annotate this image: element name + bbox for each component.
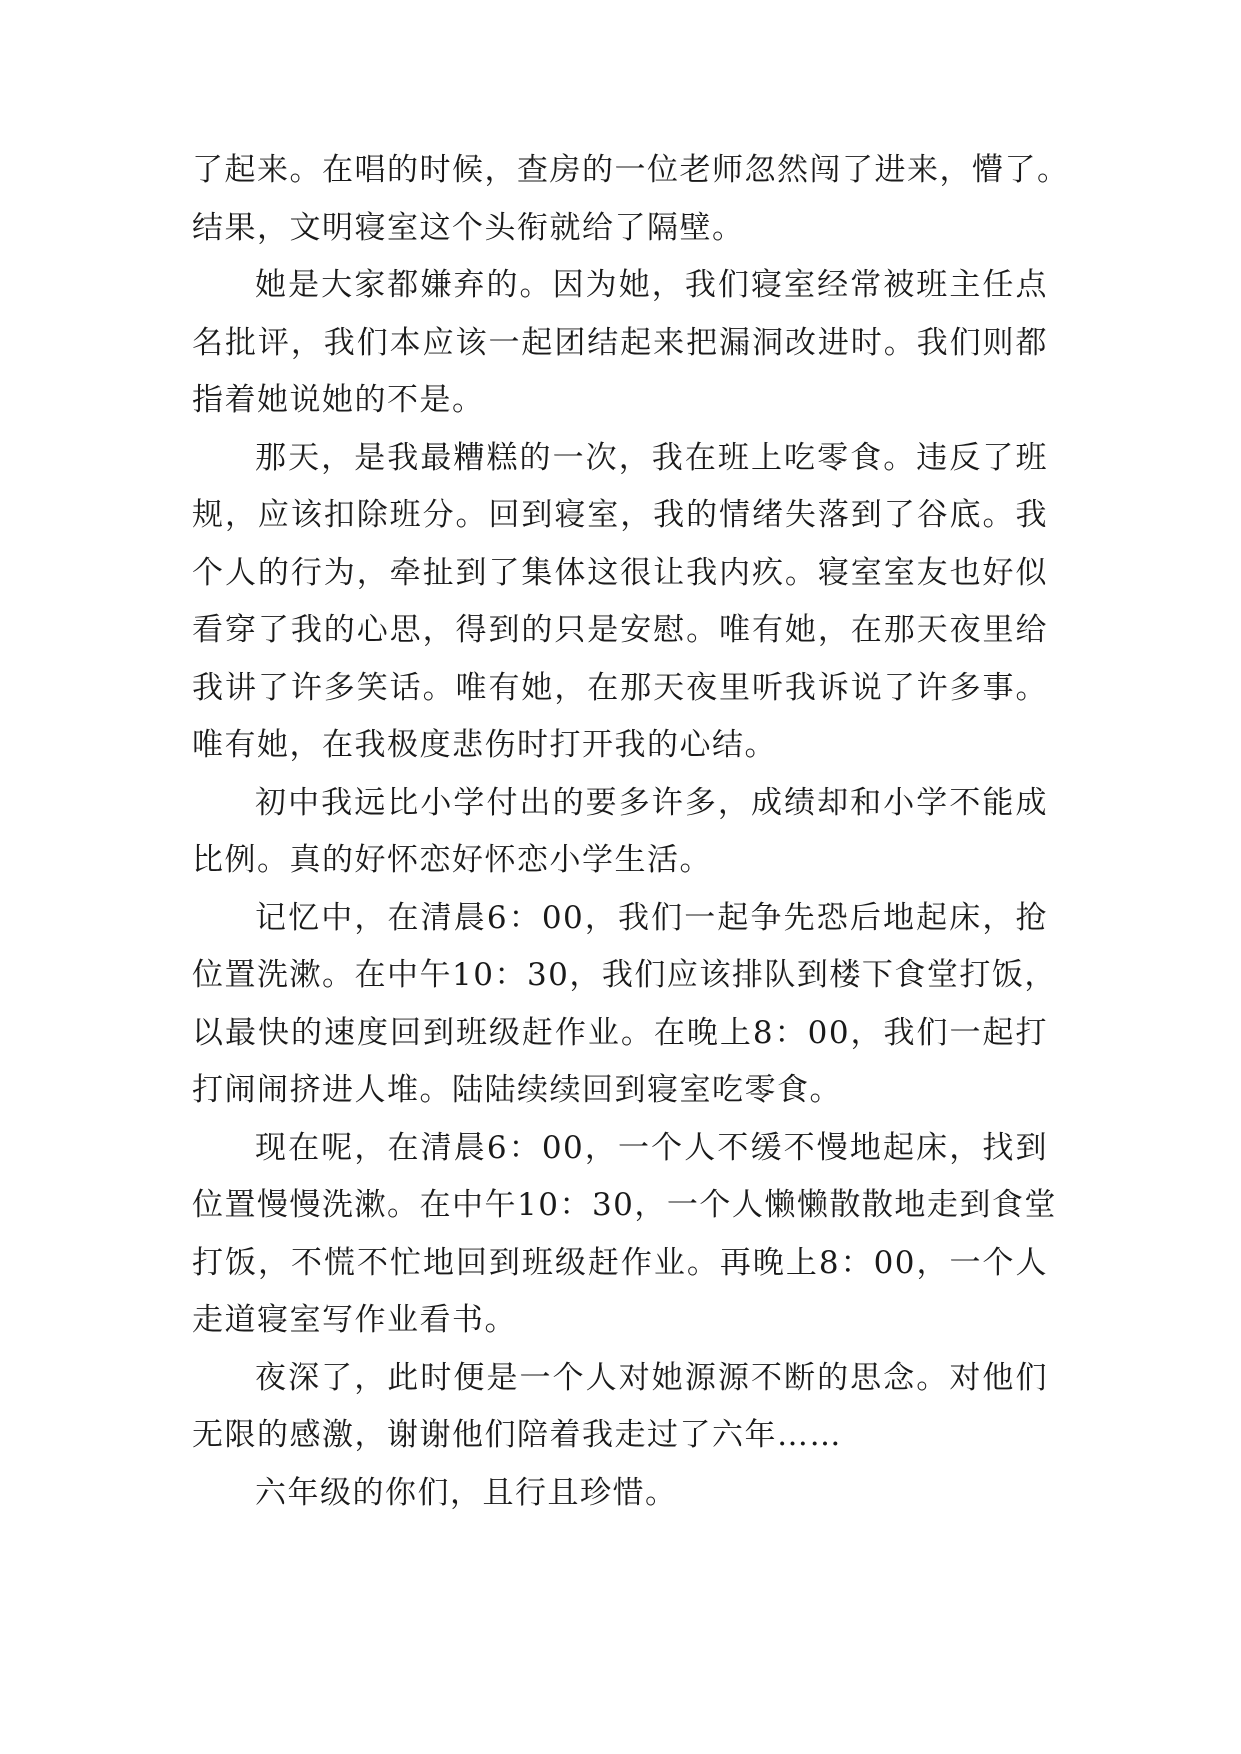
text-line: 比例。真的好怀恋好怀恋小学生活。 — [192, 842, 712, 878]
text-line: 以最快的速度回到班级赶作业。在晚上8：00，我们一起打 — [192, 1014, 1048, 1051]
paragraph — [192, 1465, 1048, 1523]
text-line: 个人的行为，牵扯到了集体这很让我内疚。寝室室友也好似 — [192, 554, 1048, 591]
paragraph — [192, 430, 1048, 775]
text-line: 看穿了我的心思，得到的只是安慰。唯有她，在那天夜里给 — [192, 612, 1048, 648]
text-line: 我讲了许多笑话。唯有她，在那天夜里听我诉说了许多事。 — [192, 669, 1048, 706]
text-line: 结果，文明寝室这个头衔就给了隔壁。 — [192, 209, 745, 246]
paragraph — [192, 775, 1048, 890]
text-line: 她是大家都嫌弃的。因为她，我们寝室经常被班主任点 — [255, 267, 1048, 303]
text-line: 那天，是我最糟糕的一次，我在班上吃零食。违反了班 — [255, 439, 1048, 476]
text-line: 规，应该扣除班分。回到寝室，我的情绪失落到了谷底。我 — [192, 497, 1048, 533]
text-line: 现在呢，在清晨6：00，一个人不缓不慢地起床，找到 — [255, 1129, 1048, 1166]
text-line: 六年级的你们，且行且珍惜。 — [255, 1474, 678, 1511]
text-line: 位置慢慢洗漱。在中午10：30，一个人懒懒散散地走到食堂 — [192, 1187, 1057, 1223]
paragraph — [192, 142, 1070, 257]
text-line: 指着她说她的不是。 — [192, 382, 485, 418]
text-line: 打闹闹挤进人堆。陆陆续续回到寝室吃零食。 — [192, 1072, 842, 1108]
text-line: 走道寝室写作业看书。 — [192, 1302, 517, 1338]
document-body — [192, 142, 1070, 1522]
text-line: 名批评，我们本应该一起团结起来把漏洞改进时。我们则都 — [192, 324, 1048, 361]
paragraph — [192, 1120, 1057, 1350]
text-line: 了起来。在唱的时候，查房的一位老师忽然闯了进来，懵了。 — [192, 152, 1070, 188]
text-line: 初中我远比小学付出的要多许多，成绩却和小学不能成 — [255, 784, 1048, 821]
paragraph — [192, 1350, 1048, 1465]
text-line: 位置洗漱。在中午10：30，我们应该排队到楼下食堂打饭， — [192, 957, 1057, 993]
paragraph — [192, 890, 1057, 1120]
text-line: 唯有她，在我极度悲伤时打开我的心结。 — [192, 727, 777, 763]
text-line: 打饭，不慌不忙地回到班级赶作业。再晚上8：00，一个人 — [192, 1244, 1048, 1281]
text-line: 夜深了，此时便是一个人对她源源不断的思念。对他们 — [255, 1359, 1048, 1396]
paragraph — [192, 257, 1048, 430]
text-line: 无限的感激，谢谢他们陪着我走过了六年…… — [192, 1417, 842, 1453]
text-line: 记忆中，在清晨6：00，我们一起争先恐后地起床，抢 — [255, 899, 1048, 936]
